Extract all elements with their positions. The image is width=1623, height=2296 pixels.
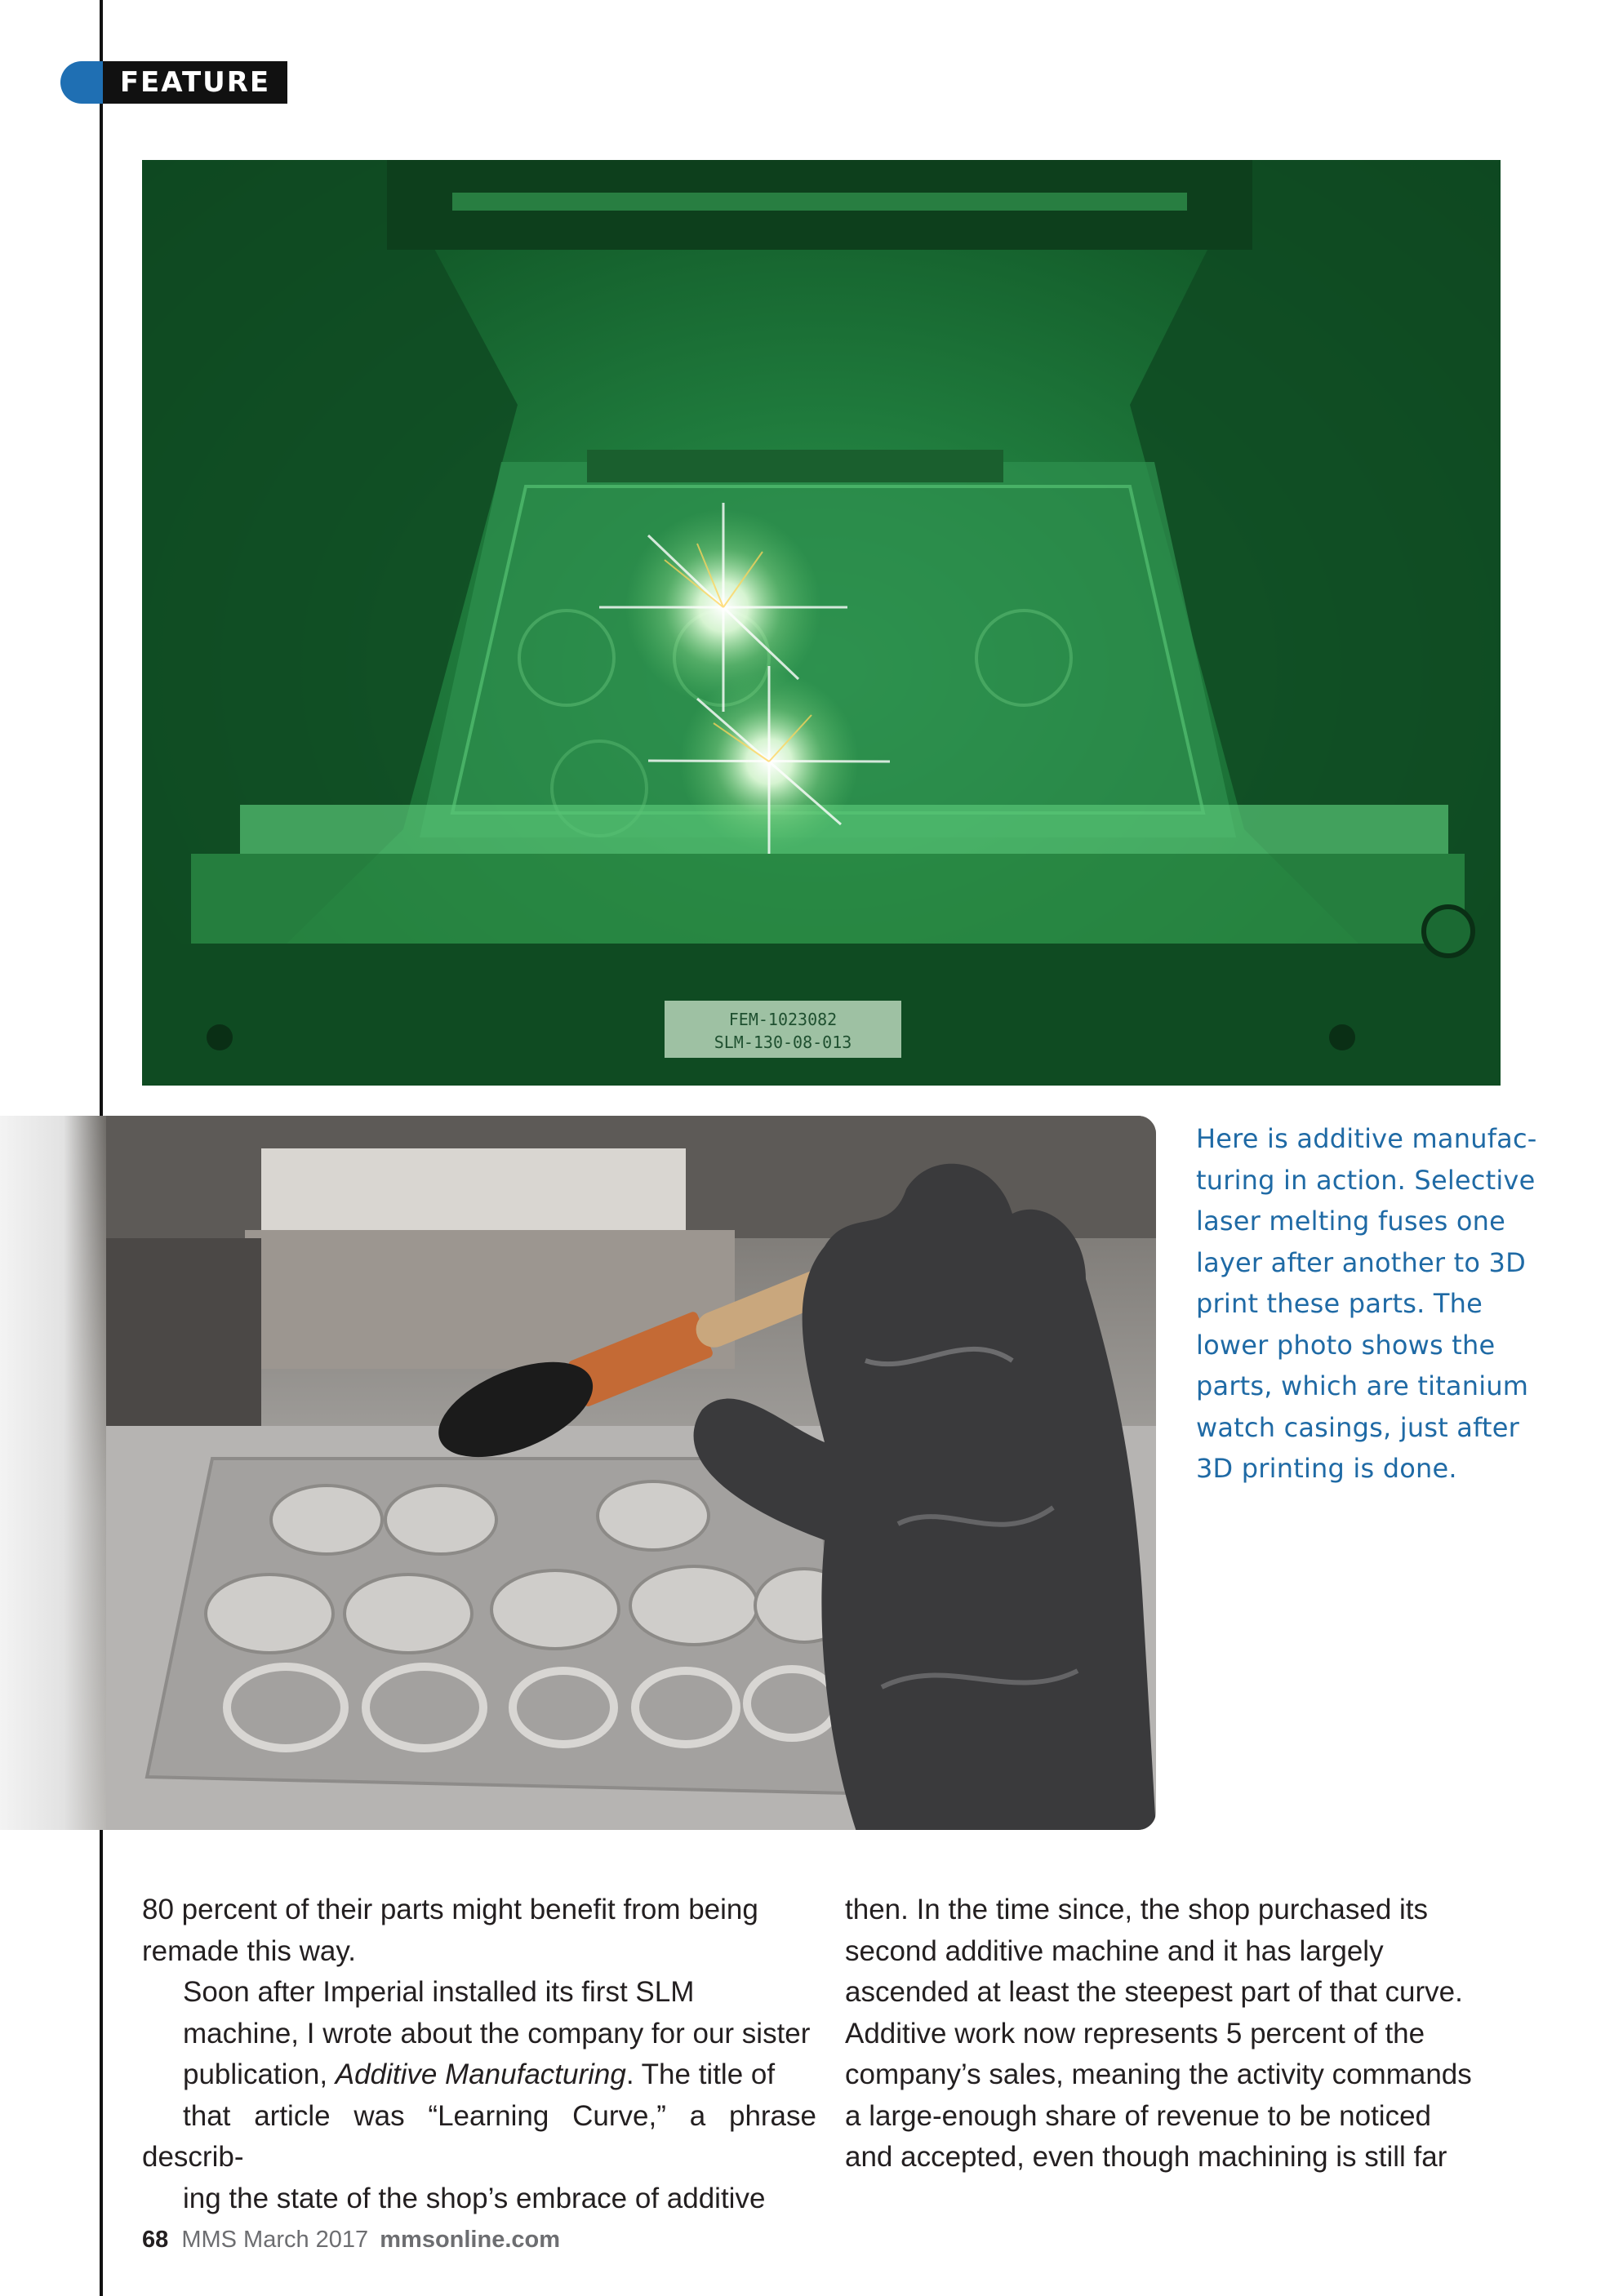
article-column-left (142, 1890, 816, 2219)
publication-prefix: publication, (183, 2058, 336, 2090)
text-line: company’s sales, meaning the activity commands (845, 2058, 1472, 2090)
machine-label-line-2: SLM-130-08-013 (714, 1033, 852, 1052)
paragraph (845, 1890, 1519, 2178)
slm-machine-photo (142, 160, 1501, 1086)
text-line: Soon after Imperial installed its first SLM (183, 1976, 695, 2008)
text-line: then. In the time since, the shop purchased its (845, 1894, 1429, 1925)
text-line: and accepted, even though machining is still far (845, 2141, 1447, 2173)
page-number: 68 (142, 2227, 169, 2253)
caption-line: layer after another to 3D (1196, 1246, 1526, 1278)
watch-casings-photo (0, 1116, 1156, 1830)
publication-title: Additive Manufacturing (335, 2058, 626, 2090)
caption-line: parts, which are titanium (1196, 1370, 1529, 1401)
publication-suffix: . The title of (625, 2058, 776, 2090)
caption-line: lower photo shows the (1196, 1329, 1496, 1361)
slm-chamber-illustration (142, 160, 1501, 1086)
text-line: machine, I wrote about the company for our sister (183, 2017, 811, 2050)
text-line: Additive work now represents 5 percent of the (845, 2017, 1425, 2050)
publication-issue: MMS March 2017 (181, 2227, 369, 2253)
caption-line: 3D printing is done. (1196, 1453, 1457, 1484)
website-link[interactable]: mmsonline.com (380, 2227, 561, 2253)
caption-line: print these parts. The (1196, 1288, 1483, 1319)
machine-label-line-1: FEM-1023082 (728, 1010, 838, 1029)
paragraph (142, 1890, 816, 1972)
text-line: 80 percent of their parts might benefit from being (142, 1894, 758, 1925)
photo-caption (1196, 1118, 1539, 1490)
text-line: second additive machine and it has largely (845, 1934, 1384, 1967)
page-footer (142, 2227, 560, 2254)
caption-line: turing in action. Selective (1196, 1164, 1536, 1196)
caption-line: watch casings, just after (1196, 1411, 1520, 1443)
text-line: a large-enough share of revenue to be noticed (845, 2099, 1432, 2132)
caption-line: Here is additive manufac- (1196, 1123, 1537, 1154)
text-line (142, 2054, 816, 2096)
text-line: remade this way. (142, 1934, 356, 1967)
section-label: FEATURE (103, 61, 287, 104)
section-tab-accent (60, 61, 109, 104)
article-column-right (845, 1890, 1519, 2178)
paragraph (142, 1972, 816, 2219)
caption-line: laser melting fuses one (1196, 1206, 1506, 1237)
section-tab (60, 61, 287, 104)
build-plate-illustration (0, 1116, 1156, 1830)
text-line: ing the state of the shop’s embrace of additive (183, 2182, 766, 2214)
text-line: that article was “Learning Curve,” a phrase describ- (142, 2099, 816, 2173)
text-line: ascended at least the steepest part of that curve. (845, 1976, 1463, 2008)
photo-edge-fade (0, 1116, 106, 1830)
